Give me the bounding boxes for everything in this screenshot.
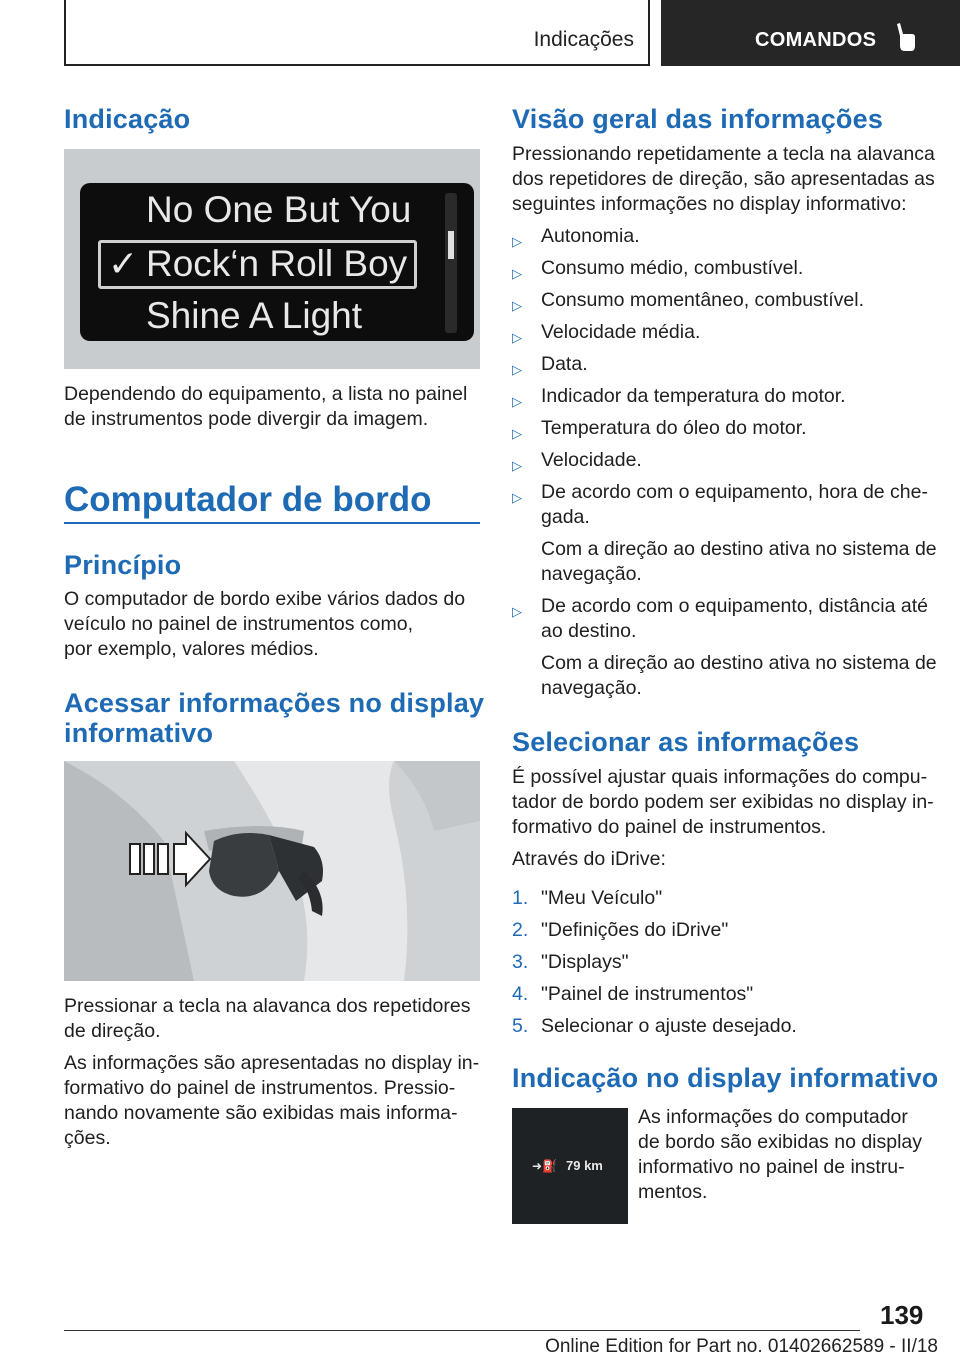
scrollbar-track [445,193,457,333]
triangle-bullet-icon: ▷ [512,458,522,473]
triangle-bullet-icon: ▷ [512,298,522,313]
footer-rule [64,1330,860,1331]
caption-image2-line: Pressionar a tecla na alavanca dos repetidores [64,995,471,1017]
triangle-bullet-icon: ▷ [512,234,522,249]
intro-line: Pressionando repetidamente a tecla na alavanca [512,143,935,165]
step-number: 5. [512,1015,529,1037]
intro-line: seguintes informações no display informativo: [512,193,907,215]
range-display-image [512,1108,628,1224]
heading-computador-de-bordo: Computador de bordo [64,480,432,519]
screen-row: Shine A Light [146,295,363,336]
selecionar-line: tador de bordo podem ser exibidas no display in‐ [512,791,934,813]
fuel-pump-arrow-icon: ➜⛽ [532,1159,557,1173]
header-chapter-tab [661,0,960,66]
heading-indicacao-display: Indicação no display informativo [512,1063,939,1093]
principio-line: por exemplo, valores médios. [64,638,319,660]
step-number: 3. [512,951,529,973]
display-text-line: informativo no painel de instru‐ [638,1156,905,1178]
step-text: "Displays" [541,951,629,973]
body-line: ções. [64,1127,111,1149]
principio-line: veículo no painel de instrumentos como, [64,613,414,635]
triangle-bullet-icon: ▷ [512,394,522,409]
turn-signal-lever-image [64,761,480,981]
principio-line: O computador de bordo exibe vários dados do [64,588,466,610]
display-text-line: As informações do computador [638,1106,908,1128]
lever-illustration [64,761,480,981]
selecionar-line: formativo do painel de instrumentos. [512,816,827,838]
intro-line: dos repetidores de direção, são apresentadas as [512,168,935,190]
heading-principio: Princípio [64,550,182,580]
checkmark-icon: ✓ [108,243,139,284]
body-line: nando novamente são exibidas mais informa‐ [64,1102,458,1124]
heading-acessar: Acessar informações no display [64,688,485,718]
display-text-line: mentos. [638,1181,708,1203]
display-text-line: de bordo são exibidas no display [638,1131,923,1153]
screen-row: No One But You [146,189,412,230]
step-text: Selecionar o ajuste desejado. [541,1015,797,1037]
heading-visao-geral: Visão geral das informações [512,104,884,134]
idrive-label: Através do iDrive: [512,848,666,870]
step-number: 2. [512,919,529,941]
heading-rule [64,522,480,524]
header-section-box [64,0,650,66]
heading-indicacao: Indicação [64,104,191,134]
selecionar-line: É possível ajustar quais informações do compu‐ [512,766,928,788]
triangle-bullet-icon: ▷ [512,362,522,377]
header-chapter-title: COMANDOS [755,29,877,51]
triangle-bullet-icon: ▷ [512,490,522,505]
page-number: 139 [880,1300,924,1330]
step-number: 1. [512,887,529,909]
triangle-bullet-icon: ▷ [512,604,522,619]
step-text: "Meu Veículo" [541,887,663,909]
footer-edition: Online Edition for Part no. 01402662589 - II/18 [545,1336,938,1357]
scrollbar-thumb [448,231,454,259]
step-text: "Definições do iDrive" [541,919,729,941]
hand-pointer-icon [893,22,917,52]
song-list-screen-image [64,149,480,369]
body-line: formativo do painel de instrumentos. Pressio‐ [64,1077,456,1099]
range-value: 79 km [566,1158,603,1173]
header-section-title: Indicações [533,28,634,51]
caption-image2-line: de direção. [64,1020,161,1042]
display-screen [80,183,474,341]
heading-acessar: informativo [64,718,214,748]
step-text: "Painel de instrumentos" [541,983,754,1005]
triangle-bullet-icon: ▷ [512,426,522,441]
body-line: As informações são apresentadas no display in‐ [64,1052,480,1074]
caption-image1-line: de instrumentos pode divergir da imagem. [64,408,429,430]
heading-selecionar: Selecionar as informações [512,727,860,757]
triangle-bullet-icon: ▷ [512,330,522,345]
triangle-bullet-icon: ▷ [512,266,522,281]
screen-row-selected: Rock‘n Roll Boy [146,243,408,284]
caption-image1-line: Dependendo do equipamento, a lista no painel [64,383,468,405]
step-number: 4. [512,983,529,1005]
